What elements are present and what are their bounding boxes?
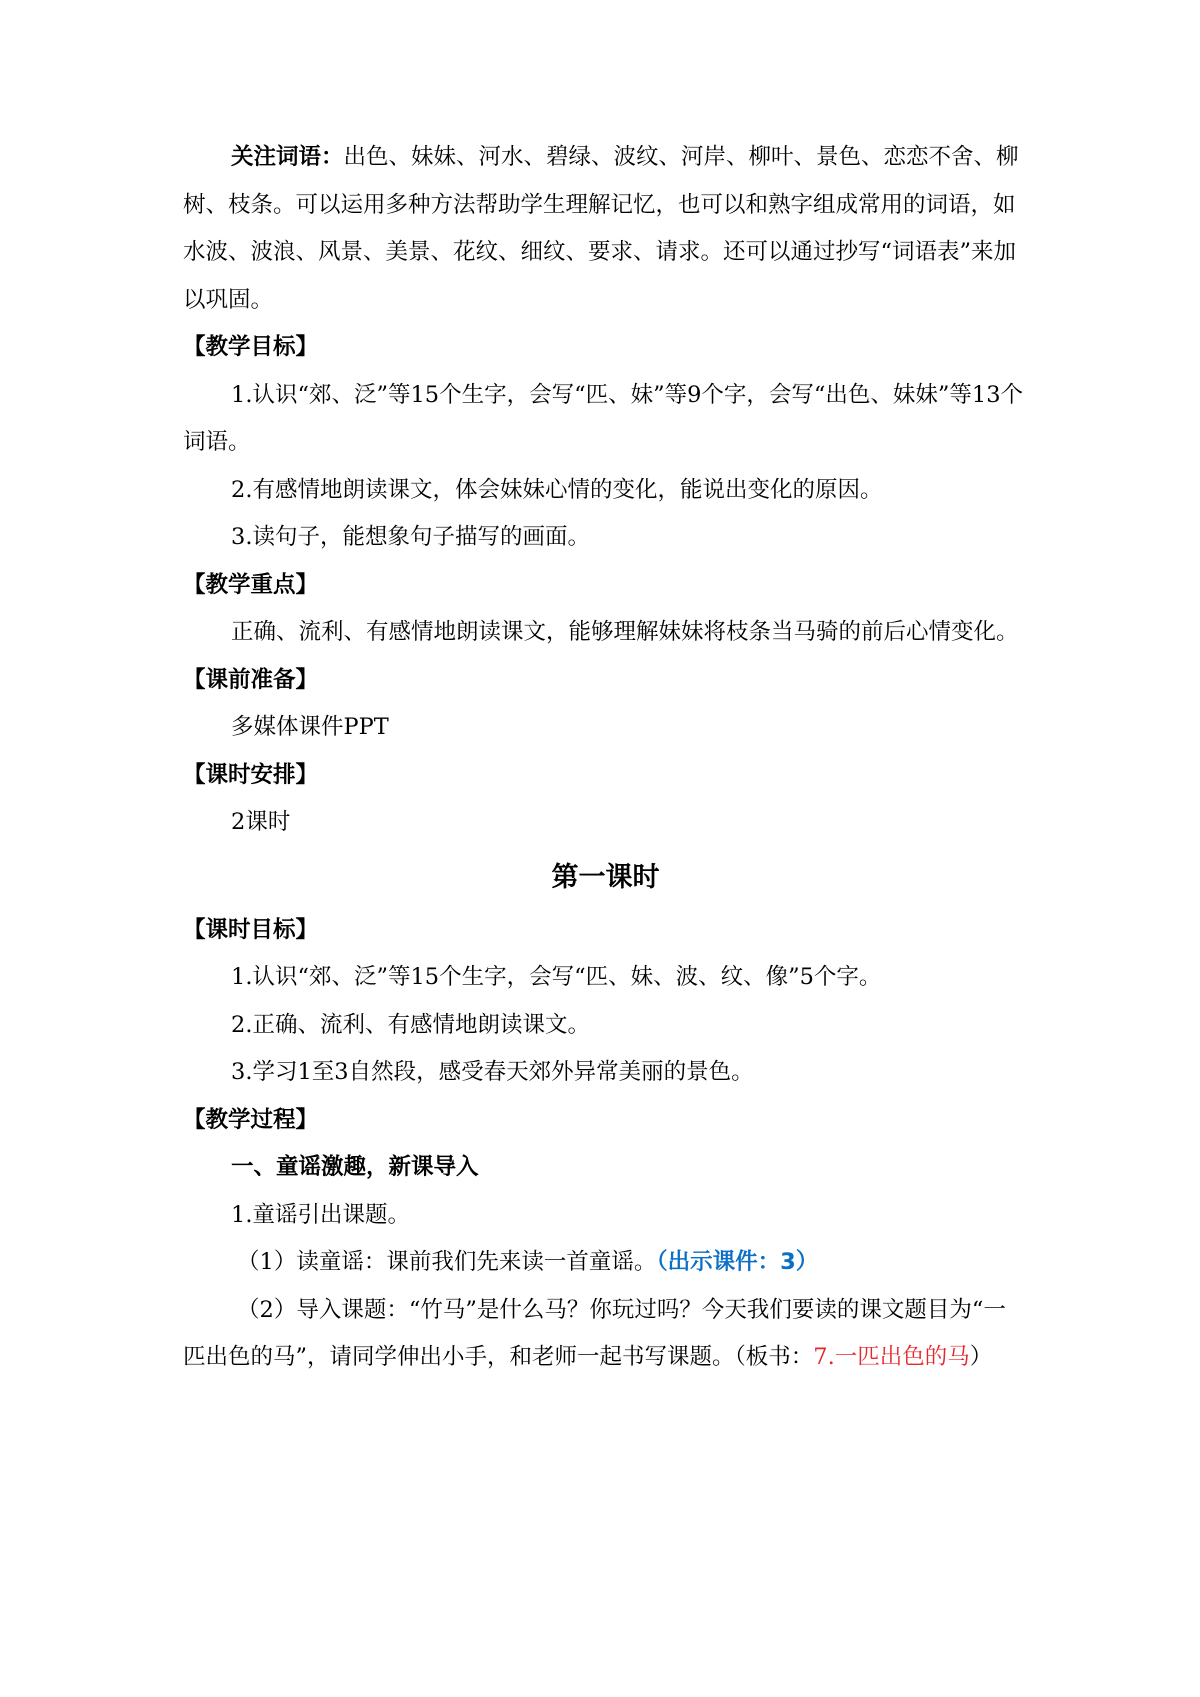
- document-page: [183, 134, 1028, 1382]
- lesson-goal-item: 2.正确、流利、有感情地朗读课文。: [231, 1011, 590, 1038]
- schedule-heading: 【课时安排】: [183, 761, 319, 788]
- focus-words-label: 关注词语：: [231, 144, 344, 170]
- lesson-goals-heading: 【课时目标】: [183, 916, 319, 943]
- step-one-heading: 一、童谣激趣，新课导入: [231, 1154, 479, 1180]
- courseware-note: （出示课件：3）: [656, 1249, 819, 1275]
- schedule-text: 2课时: [231, 809, 291, 835]
- key-points-text: 正确、流利、有感情地朗读课文，能够理解妹妹将枝条当马骑的前后心情变化。: [231, 619, 1019, 645]
- step-item-one: [183, 1239, 1028, 1287]
- teaching-goal-item: 1.认识“郊、泛”等15个生字，会写“匹、妹”等9个字，会写“出色、妹妹”等13个词语。: [183, 381, 1024, 455]
- focus-words-paragraph: [183, 134, 1028, 324]
- key-points-heading: 【教学重点】: [183, 571, 319, 598]
- teaching-goal-item: 2.有感情地朗读课文，体会妹妹心情的变化，能说出变化的原因。: [231, 476, 883, 503]
- step-item-two-text: （2）导入课题：“竹马”是什么马？你玩过吗？今天我们要读的课文题目为“一匹出色的马”，请同学伸出小手，和老师一起书写课题。（板书：: [183, 1296, 1006, 1370]
- step-item-one-text: （1）读童谣：课前我们先来读一首童谣。: [237, 1249, 657, 1275]
- teaching-goal-item: 3.读句子，能想象句子描写的画面。: [231, 524, 590, 550]
- lesson-title: 第一课时: [551, 861, 660, 893]
- preparation-text: 多媒体课件PPT: [231, 714, 389, 740]
- teaching-goals-heading: 【教学目标】: [183, 334, 319, 360]
- step-one-sub: 1.童谣引出课题。: [231, 1201, 410, 1228]
- focus-words-text: 出色、妹妹、河水、碧绿、波纹、河岸、柳叶、景色、恋恋不舍、柳树、枝条。可以运用多种方法帮助学生理解记忆，也可以和熟字组成常用的词语，如水波、波浪、风景、美景、花纹、细纹、要求、请求。还可以通过抄写“词语表”来加以巩固。: [183, 144, 1019, 313]
- lesson-goal-item: 1.认识“郊、泛”等15个生字，会写“匹、妹、波、纹、像”5个字。: [231, 964, 882, 990]
- step-item-two: [183, 1287, 1028, 1382]
- process-heading: 【教学过程】: [183, 1106, 319, 1133]
- preparation-heading: 【课前准备】: [183, 666, 319, 693]
- step-item-two-end: ）: [969, 1344, 993, 1370]
- lesson-goal-item: 3.学习1至3自然段，感受春天郊外异常美丽的景色。: [231, 1059, 754, 1085]
- board-writing: 7.一匹出色的马: [813, 1344, 970, 1370]
